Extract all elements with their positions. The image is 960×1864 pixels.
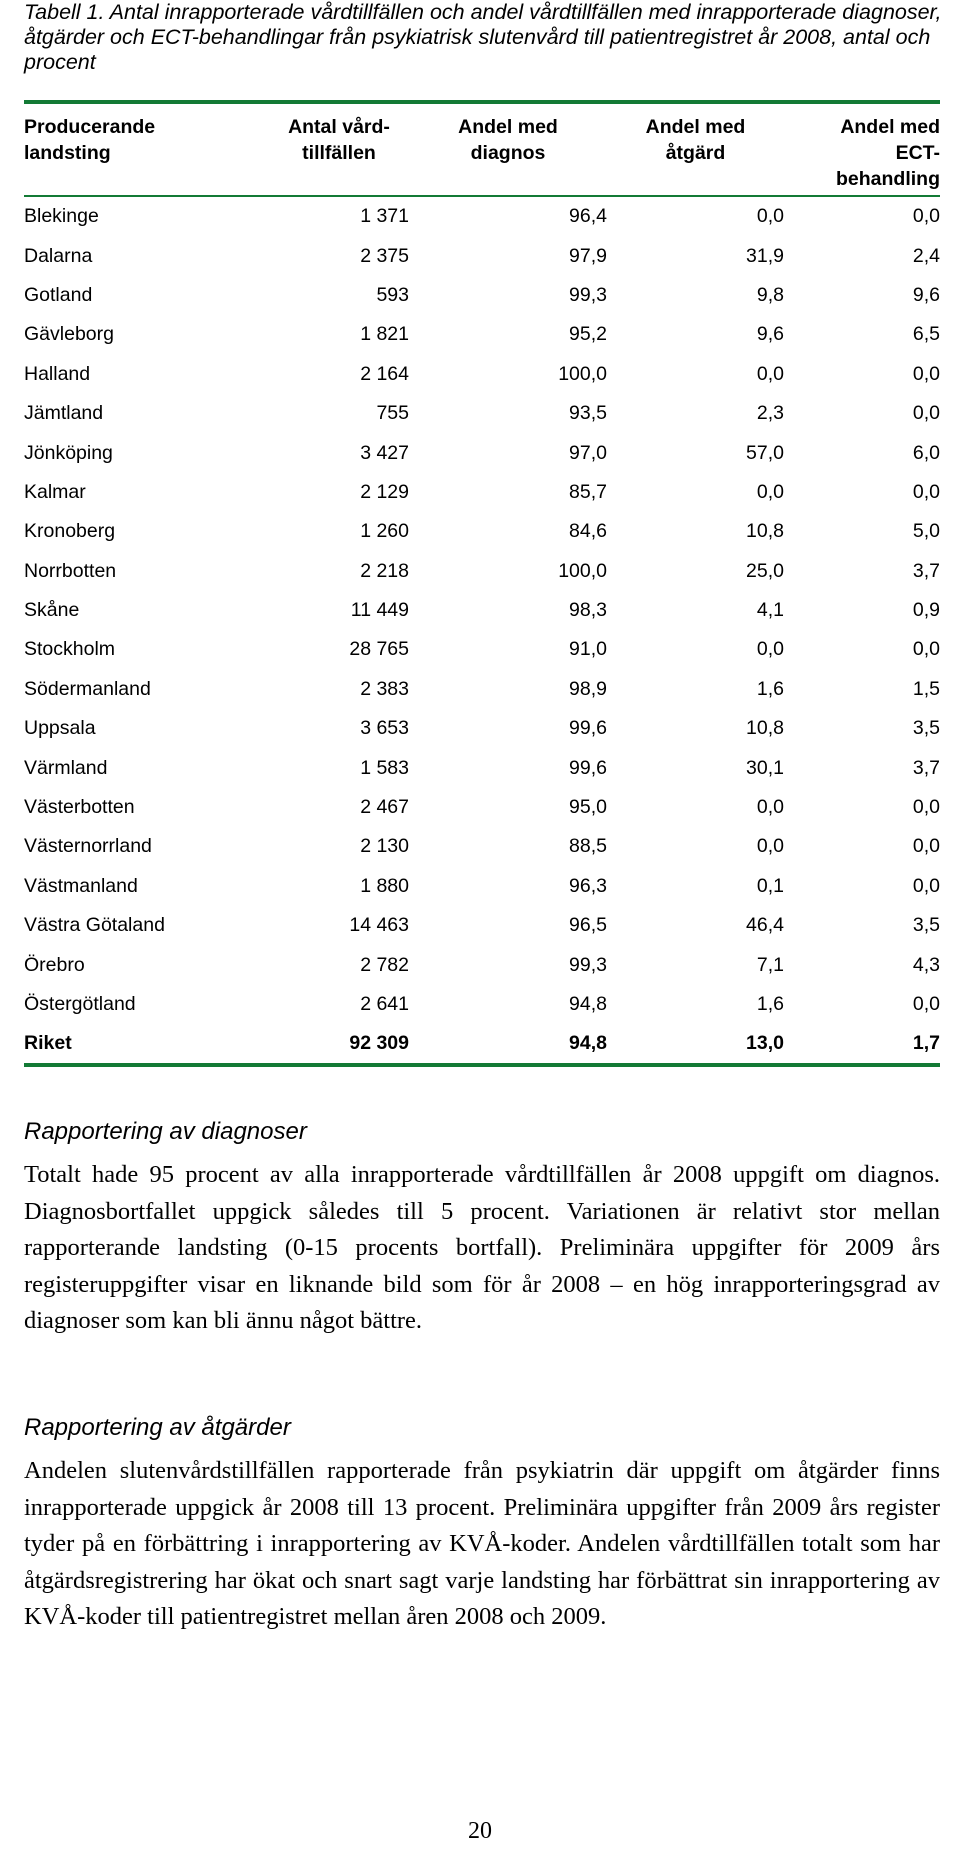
row-label: Kalmar xyxy=(24,480,86,503)
row-label: Jönköping xyxy=(24,441,113,464)
table-row xyxy=(24,473,940,512)
row-label: Gävleborg xyxy=(24,323,114,346)
table-cell: 94,8 xyxy=(569,993,607,1015)
table-cell: 3,5 xyxy=(912,717,940,740)
column-header-diagnos: Andel med diagnos xyxy=(458,116,558,164)
table-row xyxy=(24,748,940,787)
row-label: Västmanland xyxy=(24,874,138,897)
table-cell: 1 371 xyxy=(360,205,409,228)
column-header-landsting: Producerande landsting xyxy=(24,116,156,164)
table-row xyxy=(24,512,940,551)
table-cell: 0,1 xyxy=(756,874,784,897)
table-row xyxy=(24,315,940,354)
page-number: 20 xyxy=(468,1818,492,1844)
table-cell: 1,7 xyxy=(912,1032,940,1055)
table-row xyxy=(24,867,940,906)
table-cell: 0,0 xyxy=(912,362,940,385)
table-cell: 2 383 xyxy=(360,677,409,700)
section-body-diagnoser: Totalt hade 95 procent av alla inrapporterade vårdtillfällen år 2008 uppgift om diagnos. Diagnosbortfallet uppgick således till 5 procent. Variationen är relativt stor mellan rapporterande landsting (0-15 procents bortfall). Preliminära uppgifter för 2009 års registeruppgifter visar en liknande bild som för år 2008 – en hög inrapporteringsgrad av diagnoser som kan bli ännu något bättre. xyxy=(24,1161,940,1334)
table-cell: 31,9 xyxy=(746,244,784,267)
table-cell: 25,0 xyxy=(746,559,784,582)
table-row xyxy=(24,945,940,984)
table-cell: 0,0 xyxy=(912,796,940,819)
row-label: Stockholm xyxy=(24,638,116,661)
section-body-atgarder: Andelen slutenvårdstillfällen rapporterade från psykiatrin där uppgift om åtgärder finns inrapporterade uppgick år 2008 till 13 procent. Preliminära uppgifter från 2009 års register tyder på en förbättring i inrapportering av KVÅ-koder. Andelen vårdtillfällen totalt som har åtgärdsregistrering har ökat och snart sagt varje landsting har förbättrat sin inrapportering av KVÅ-koder till patientregistret mellan åren 2008 och 2009. xyxy=(24,1457,940,1630)
table-cell: 96,5 xyxy=(569,914,607,937)
table-cell: 4,1 xyxy=(756,599,784,622)
table-cell: 92 309 xyxy=(349,1032,409,1055)
table-cell: 97,9 xyxy=(569,244,607,267)
table-cell: 0,0 xyxy=(912,480,940,503)
row-label: Kronoberg xyxy=(24,520,116,543)
table-cell: 3,7 xyxy=(912,756,940,779)
row-label: Riket xyxy=(24,1032,72,1055)
table-cell: 4,3 xyxy=(912,953,940,976)
table-cell: 96,3 xyxy=(569,874,607,897)
table-cell: 93,5 xyxy=(569,402,607,425)
table-cell: 2,3 xyxy=(756,402,784,425)
table-cell: 95,0 xyxy=(569,796,607,819)
table-cell: 1,6 xyxy=(756,993,784,1015)
column-header-ect: Andel med ECT- behandling xyxy=(836,116,940,190)
table-cell: 0,9 xyxy=(912,599,940,622)
table-body xyxy=(24,196,940,1064)
table-cell: 1 583 xyxy=(360,756,409,779)
table-cell: 2 641 xyxy=(360,993,409,1015)
row-label: Dalarna xyxy=(24,244,93,267)
table-cell: 2 164 xyxy=(360,362,409,385)
table-cell: 0,0 xyxy=(912,874,940,897)
table-row xyxy=(24,552,940,591)
section-heading-diagnoser: Rapportering av diagnoser xyxy=(24,1118,307,1145)
table-caption: Tabell 1. Antal inrapporterade vårdtillfällen och andel vårdtillfällen med inrapporterade diagnoser, åtgärder och ECT-behandlingar från psykiatrisk slutenvård till patientregistret år 2008, antal och procent xyxy=(24,0,942,74)
table-cell: 11 449 xyxy=(350,599,409,622)
table-cell: 1,5 xyxy=(912,677,940,700)
table-cell: 0,0 xyxy=(912,638,940,661)
row-label: Jämtland xyxy=(24,402,104,425)
table-cell: 2 375 xyxy=(360,244,409,267)
table-cell: 28 765 xyxy=(349,638,409,661)
table-cell: 0,0 xyxy=(756,638,784,661)
table-cell: 0,0 xyxy=(756,362,784,385)
row-label: Blekinge xyxy=(24,205,99,228)
table-row xyxy=(24,788,940,827)
table-cell: 98,9 xyxy=(569,677,607,700)
row-label: Norrbotten xyxy=(24,559,117,582)
table-total-row xyxy=(24,1024,940,1063)
table-cell: 95,2 xyxy=(569,323,607,346)
table-row xyxy=(24,591,940,630)
row-label: Västerbotten xyxy=(24,796,135,819)
table-cell: 97,0 xyxy=(569,441,607,464)
table-cell: 0,0 xyxy=(756,480,784,503)
row-label: Värmland xyxy=(24,756,108,779)
table-cell: 3 653 xyxy=(360,717,409,740)
table-cell: 0,0 xyxy=(912,993,940,1015)
table-header-row xyxy=(24,104,940,196)
table-cell: 6,5 xyxy=(912,323,940,346)
table-cell: 9,6 xyxy=(912,283,940,306)
table-cell: 0,0 xyxy=(756,835,784,858)
row-label: Halland xyxy=(24,362,91,385)
table-row xyxy=(24,630,940,669)
table-cell: 2 467 xyxy=(360,796,409,819)
table-cell: 46,4 xyxy=(746,914,784,937)
table-cell: 13,0 xyxy=(746,1032,784,1055)
table-cell: 0,0 xyxy=(912,835,940,858)
table-cell: 100,0 xyxy=(558,362,607,385)
table-cell: 2 129 xyxy=(360,480,409,503)
column-header-antal: Antal vård- tillfällen xyxy=(288,116,390,164)
table-cell: 3,5 xyxy=(912,914,940,937)
table-cell: 1 821 xyxy=(360,323,409,346)
table-cell: 10,8 xyxy=(746,717,784,740)
table-row xyxy=(24,709,940,748)
table-cell: 0,0 xyxy=(912,402,940,425)
row-label: Västra Götaland xyxy=(24,914,165,937)
row-label: Västernorrland xyxy=(24,835,152,858)
table-cell: 88,5 xyxy=(569,835,607,858)
table-cell: 9,6 xyxy=(756,323,784,346)
table-cell: 99,6 xyxy=(569,756,607,779)
column-header-atgard: Andel med åtgärd xyxy=(645,116,746,164)
table-cell: 7,1 xyxy=(756,953,784,976)
row-label: Östergötland xyxy=(24,993,136,1015)
table-cell: 2 218 xyxy=(360,559,409,582)
table-cell: 2,4 xyxy=(912,244,940,267)
row-label: Skåne xyxy=(24,599,80,622)
table-cell: 99,6 xyxy=(569,717,607,740)
table-cell: 10,8 xyxy=(746,520,784,543)
table-row xyxy=(24,433,940,472)
row-label: Södermanland xyxy=(24,677,151,700)
table-cell: 2 782 xyxy=(360,953,409,976)
table-cell: 6,0 xyxy=(912,441,940,464)
table-cell: 1 260 xyxy=(360,520,409,543)
row-label: Örebro xyxy=(24,953,85,976)
table-cell: 57,0 xyxy=(746,441,784,464)
table-row xyxy=(24,355,940,394)
row-label: Gotland xyxy=(24,283,93,306)
table-cell: 0,0 xyxy=(912,205,940,228)
table-cell: 99,3 xyxy=(569,283,607,306)
table-cell: 1,6 xyxy=(756,677,784,700)
table-cell: 99,3 xyxy=(569,953,607,976)
table-cell: 0,0 xyxy=(756,796,784,819)
table-row xyxy=(24,394,940,433)
table-row xyxy=(24,985,940,1024)
table-row xyxy=(24,670,940,709)
table-cell: 91,0 xyxy=(569,638,607,661)
table-row xyxy=(24,827,940,866)
table-cell: 3 427 xyxy=(360,441,409,464)
table-cell: 755 xyxy=(376,402,409,425)
table-row xyxy=(24,276,940,315)
table-cell: 98,3 xyxy=(569,599,607,622)
table-cell: 0,0 xyxy=(756,205,784,228)
table-cell: 1 880 xyxy=(360,874,409,897)
table-row xyxy=(24,196,940,236)
table-cell: 96,4 xyxy=(569,205,607,228)
data-table xyxy=(24,104,940,1064)
table-cell: 85,7 xyxy=(569,480,607,503)
row-label: Uppsala xyxy=(24,717,96,740)
section-heading-atgarder: Rapportering av åtgärder xyxy=(24,1414,291,1441)
table-cell: 14 463 xyxy=(349,914,409,937)
table-cell: 30,1 xyxy=(746,756,784,779)
table-cell: 100,0 xyxy=(558,559,607,582)
table-cell: 3,7 xyxy=(912,559,940,582)
table-row xyxy=(24,236,940,275)
table-cell: 2 130 xyxy=(360,835,409,858)
table-cell: 84,6 xyxy=(569,520,607,543)
table-bottom-rule xyxy=(24,1063,940,1067)
table-cell: 5,0 xyxy=(912,520,940,543)
table-row xyxy=(24,906,940,945)
table-cell: 593 xyxy=(376,283,409,306)
table-cell: 94,8 xyxy=(569,1032,607,1055)
table-cell: 9,8 xyxy=(756,283,784,306)
